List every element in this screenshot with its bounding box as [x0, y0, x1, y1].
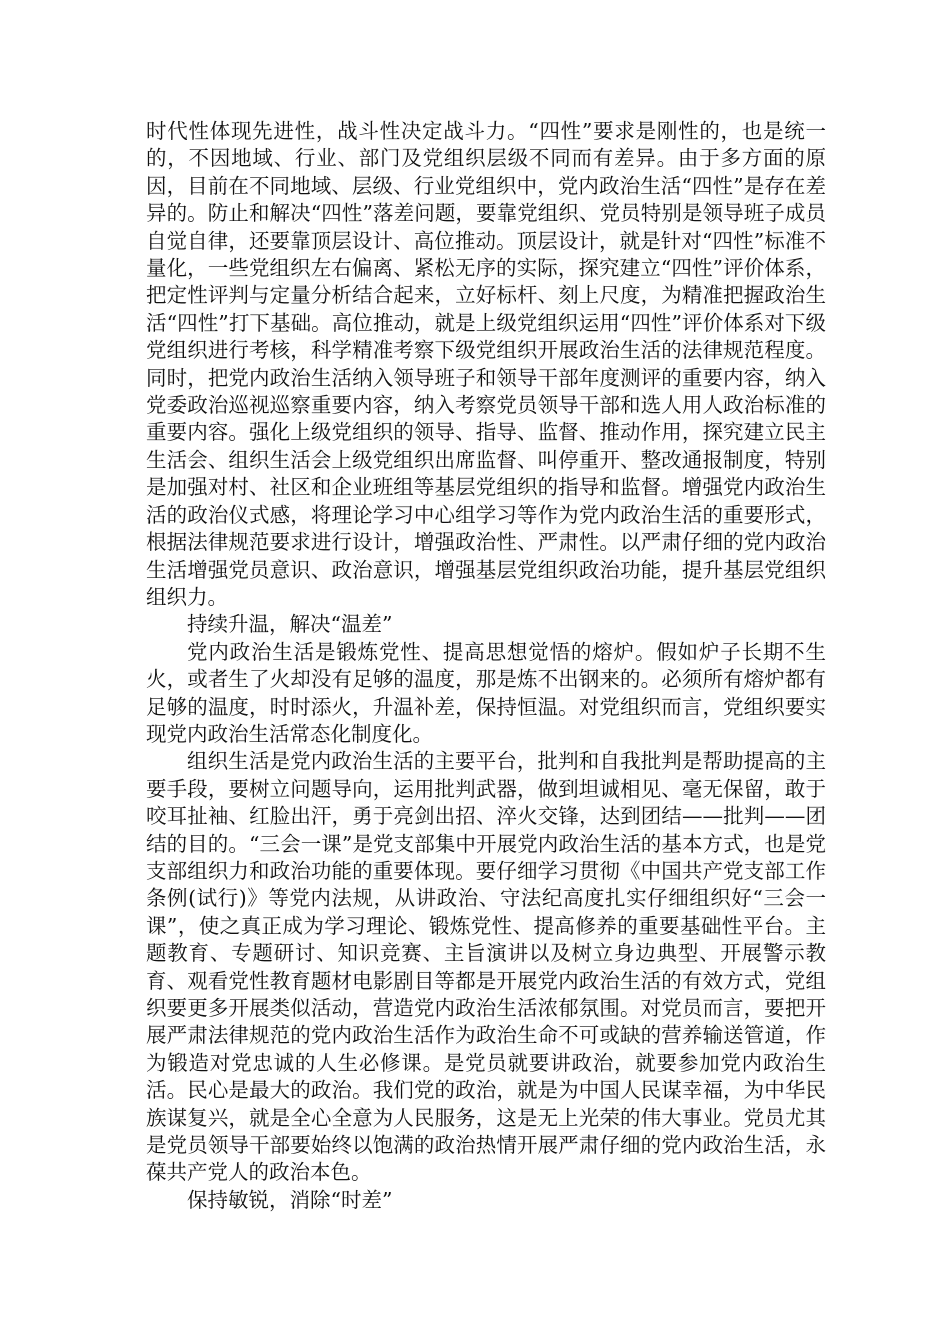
- section-heading-time-gap: 保持敏锐，消除“时差”: [187, 1187, 393, 1212]
- section-heading-temperature-gap: 持续升温，解决“温差”: [187, 612, 393, 637]
- paragraph-four-nature-standards: 时代性体现先进性，战斗性决定战斗力。“四性”要求是刚性的，也是统一的，不因地域、行业、部门及党组织层级不同而有差异。由于多方面的原因，目前在不同地域、层级、行业党组织中，党内政治生活“四性”是存在差异的。防止和解决“四性”落差问题，要靠党组织、党员特别是领导班子成员自觉自律，还要靠顶层设计、高位推动。顶层设计，就是针对“四性”标准不量化，一些党组织左右偏离、紧松无序的实际，探究建立“四性”评价体系，把定性评判与定量分析结合起来，立好标杆、刻上尺度，为精准把握政治生活“四性”打下基础。高位推动，就是上级党组织运用“四性”评价体系对下级党组织进行考核，科学精准考察下级党组织开展政治生活的法律规范程度。同时，把党内政治生活纳入领导班子和领导干部年度测评的重要内容，纳入党委政治巡视巡察重要内容，纳入考察党员领导干部和选人用人政治标准的重要内容。强化上级党组织的领导、指导、监督、推动作用，探究建立民主生活会、组织生活会上级党组织出席监督、叫停重开、整改通报制度，特别是加强对村、社区和企业班组等基层党组织的指导和监督。增强党内政治生活的政治仪式感，将理论学习中心组学习等作为党内政治生活的重要形式，根据法律规范要求进行设计，增强政治性、严肃性。以严肃仔细的党内政治生活增强党员意识、政治意识，增强基层党组织政治功能，提升基层党组织组织力。: [146, 119, 826, 609]
- document-page: [146, 118, 826, 1214]
- paragraph-furnace-metaphor: 党内政治生活是锻炼党性、提高思想觉悟的熔炉。假如炉子长期不生火，或者生了火却没有足够的温度，那是炼不出钢来的。必须所有熔炉都有足够的温度，时时添火，升温补差，保持恒温。对党组织而言，党组织要实现党内政治生活常态化制度化。: [146, 639, 826, 746]
- paragraph-organizational-life: 组织生活是党内政治生活的主要平台，批判和自我批判是帮助提高的主要手段，要树立问题导向，运用批判武器，做到坦诚相见、毫无保留，敢于咬耳扯袖、红脸出汗，勇于亮剑出招、淬火交锋，达到团结——批判——团结的目的。“三会一课”是党支部集中开展党内政治生活的基本方式，也是党支部组织力和政治功能的重要体现。要仔细学习贯彻《中国共产党支部工作条例(试行)》等党内法规，从讲政治、守法纪高度扎实仔细组织好“三会一课”，使之真正成为学习理论、锻炼党性、提高修养的重要基础性平台。主题教育、专题研讨、知识竞赛、主旨演讲以及树立身边典型、开展警示教育、观看党性教育题材电影剧目等都是开展党内政治生活的有效方式，党组织要更多开展类似活动，营造党内政治生活浓郁氛围。对党员而言，要把开展严肃法律规范的党内政治生活作为政治生命不可或缺的营养输送管道，作为锻造对党忠诚的人生必修课。是党员就要讲政治，就要参加党内政治生活。民心是最大的政治。我们党的政治，就是为中国人民谋幸福，为中华民族谋复兴，就是全心全意为人民服务，这是无上光荣的伟大事业。党员尤其是党员领导干部要始终以饱满的政治热情开展严肃仔细的党内政治生活，永葆共产党人的政治本色。: [146, 749, 826, 1185]
